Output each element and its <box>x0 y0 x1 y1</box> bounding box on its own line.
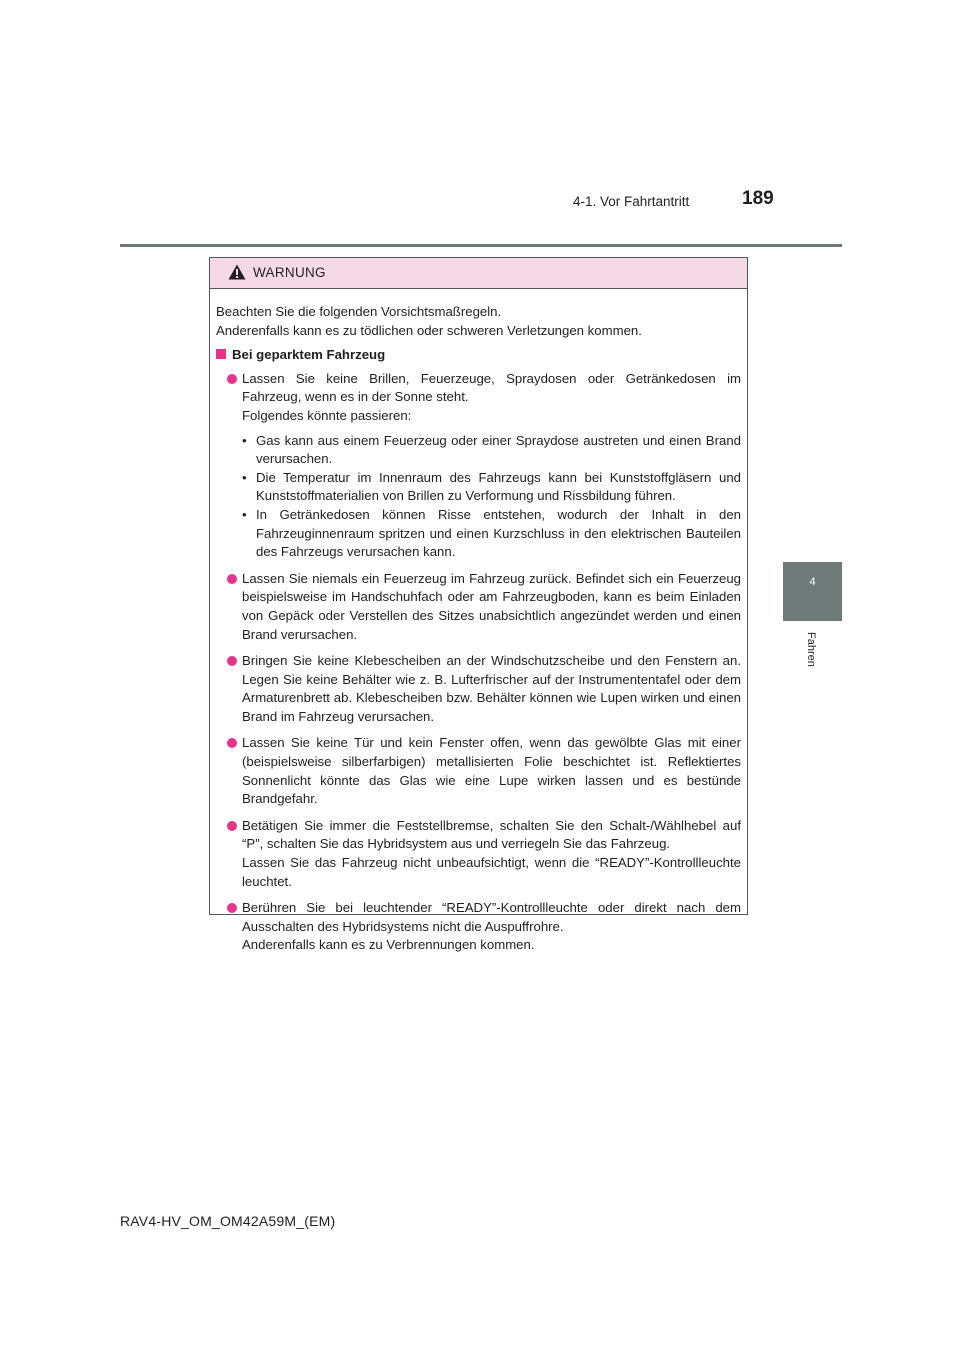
sub-item <box>242 432 741 469</box>
page-number: 189 <box>742 188 774 209</box>
circle-bullet-icon <box>227 903 237 913</box>
warning-item <box>216 652 741 726</box>
circle-bullet-icon <box>227 738 237 748</box>
warning-intro <box>216 303 741 340</box>
warning-header <box>210 258 747 289</box>
sub-list <box>242 432 741 562</box>
warning-item <box>216 817 741 891</box>
sub-item-text: Die Temperatur im Innenraum des Fahrzeugs kann bei Kunststoffgläsern und Kunststoffmaterialien von Brillen zu Verformung und Rissbildung führen. <box>256 469 741 504</box>
item-text: Lassen Sie niemals ein Feuerzeug im Fahrzeug zurück. Befindet sich ein Feuerzeug beispielsweise im Handschuhfach oder am Fahrzeugboden, kann es beim Einladen von Gepäck oder Verstellen des Sitzes unabsichtlich angezündet werden und einen Brand verursachen. <box>242 570 741 642</box>
warning-item <box>216 734 741 808</box>
small-bullet-icon: • <box>242 432 247 448</box>
warning-triangle-icon <box>228 264 246 280</box>
small-bullet-icon: • <box>242 506 247 522</box>
chapter-number: 4 <box>809 576 816 588</box>
item-text: Anderenfalls kann es zu Verbrennungen kommen. <box>242 937 535 953</box>
warning-item <box>216 570 741 644</box>
sub-item <box>242 506 741 562</box>
header-rule <box>120 244 842 247</box>
item-text: Bringen Sie keine Klebescheiben an der Windschutzscheibe und den Fenstern an. Legen Sie keine Behälter wie z. B. Lufterfrischer auf der Instrumententafel oder dem Armaturenbrett ab. Klebescheiben bzw. Behälter können wie Lupen wirken und einen Brand im Fahrzeug verursachen. <box>242 653 741 724</box>
circle-bullet-icon <box>227 574 237 584</box>
circle-bullet-icon <box>227 821 237 831</box>
circle-bullet-icon <box>227 656 237 666</box>
warning-body <box>210 289 747 955</box>
sub-item-text: Gas kann aus einem Feuerzeug oder einer Spraydose austreten und einen Brand verursachen. <box>256 432 741 467</box>
item-text: Betätigen Sie immer die Feststellbremse, schalten Sie den Schalt-/Wählhebel auf “P”, schalten Sie das Hybridsystem aus und verriegeln Sie das Fahrzeug. <box>242 817 741 852</box>
intro-line: Anderenfalls kann es zu tödlichen oder schweren Verletzungen kommen. <box>216 322 642 338</box>
square-bullet-icon <box>216 349 226 359</box>
chapter-label: Fahren <box>805 632 817 667</box>
warning-title: WARNUNG <box>253 265 326 280</box>
circle-bullet-icon <box>227 374 237 384</box>
section-title: 4-1. Vor Fahrtantritt <box>573 194 690 209</box>
section-heading-text: Bei geparktem Fahrzeug <box>232 347 386 363</box>
intro-line: Beachten Sie die folgenden Vorsichtsmaßregeln. <box>216 304 502 319</box>
sub-item-text: In Getränkedosen können Risse entstehen, wodurch der Inhalt in den Fahrzeuginnenraum spritzen und einen Kurzschluss in den elektrischen Bauteilen des Fahrzeugs verursachen kann. <box>256 506 741 560</box>
item-text: Lassen Sie keine Brillen, Feuerzeuge, Spraydosen oder Getränkedosen im Fahrzeug, wenn es in der Sonne steht. <box>242 370 741 405</box>
item-text: Lassen Sie das Fahrzeug nicht unbeaufsichtigt, wenn die “READY”-Kontrollleuchte leuchtet. <box>242 855 741 889</box>
item-text: Berühren Sie bei leuchtender “READY”-Kontrollleuchte oder direkt nach dem Ausschalten des Hybridsystems nicht die Auspuffrohre. <box>242 900 741 934</box>
item-text: Folgendes könnte passieren: <box>242 407 412 423</box>
chapter-tab <box>783 562 842 621</box>
section-heading <box>216 346 741 365</box>
warning-box <box>209 257 748 953</box>
chapter-label-wrap <box>783 632 842 692</box>
sub-item <box>242 469 741 506</box>
item-text: Lassen Sie keine Tür und kein Fenster offen, wenn das gewölbte Glas mit einer (beispielsweise silberfarbigen) metallisierten Folie beschichtet ist. Reflektiertes Sonnenlicht könnte das Glas wie eine Lupe wirken lassen und es bestünde Brandgefahr. <box>242 735 741 807</box>
warning-item <box>216 370 741 562</box>
warning-item <box>216 899 741 955</box>
small-bullet-icon: • <box>242 469 247 485</box>
document-code: RAV4-HV_OM_OM42A59M_(EM) <box>120 1213 336 1229</box>
